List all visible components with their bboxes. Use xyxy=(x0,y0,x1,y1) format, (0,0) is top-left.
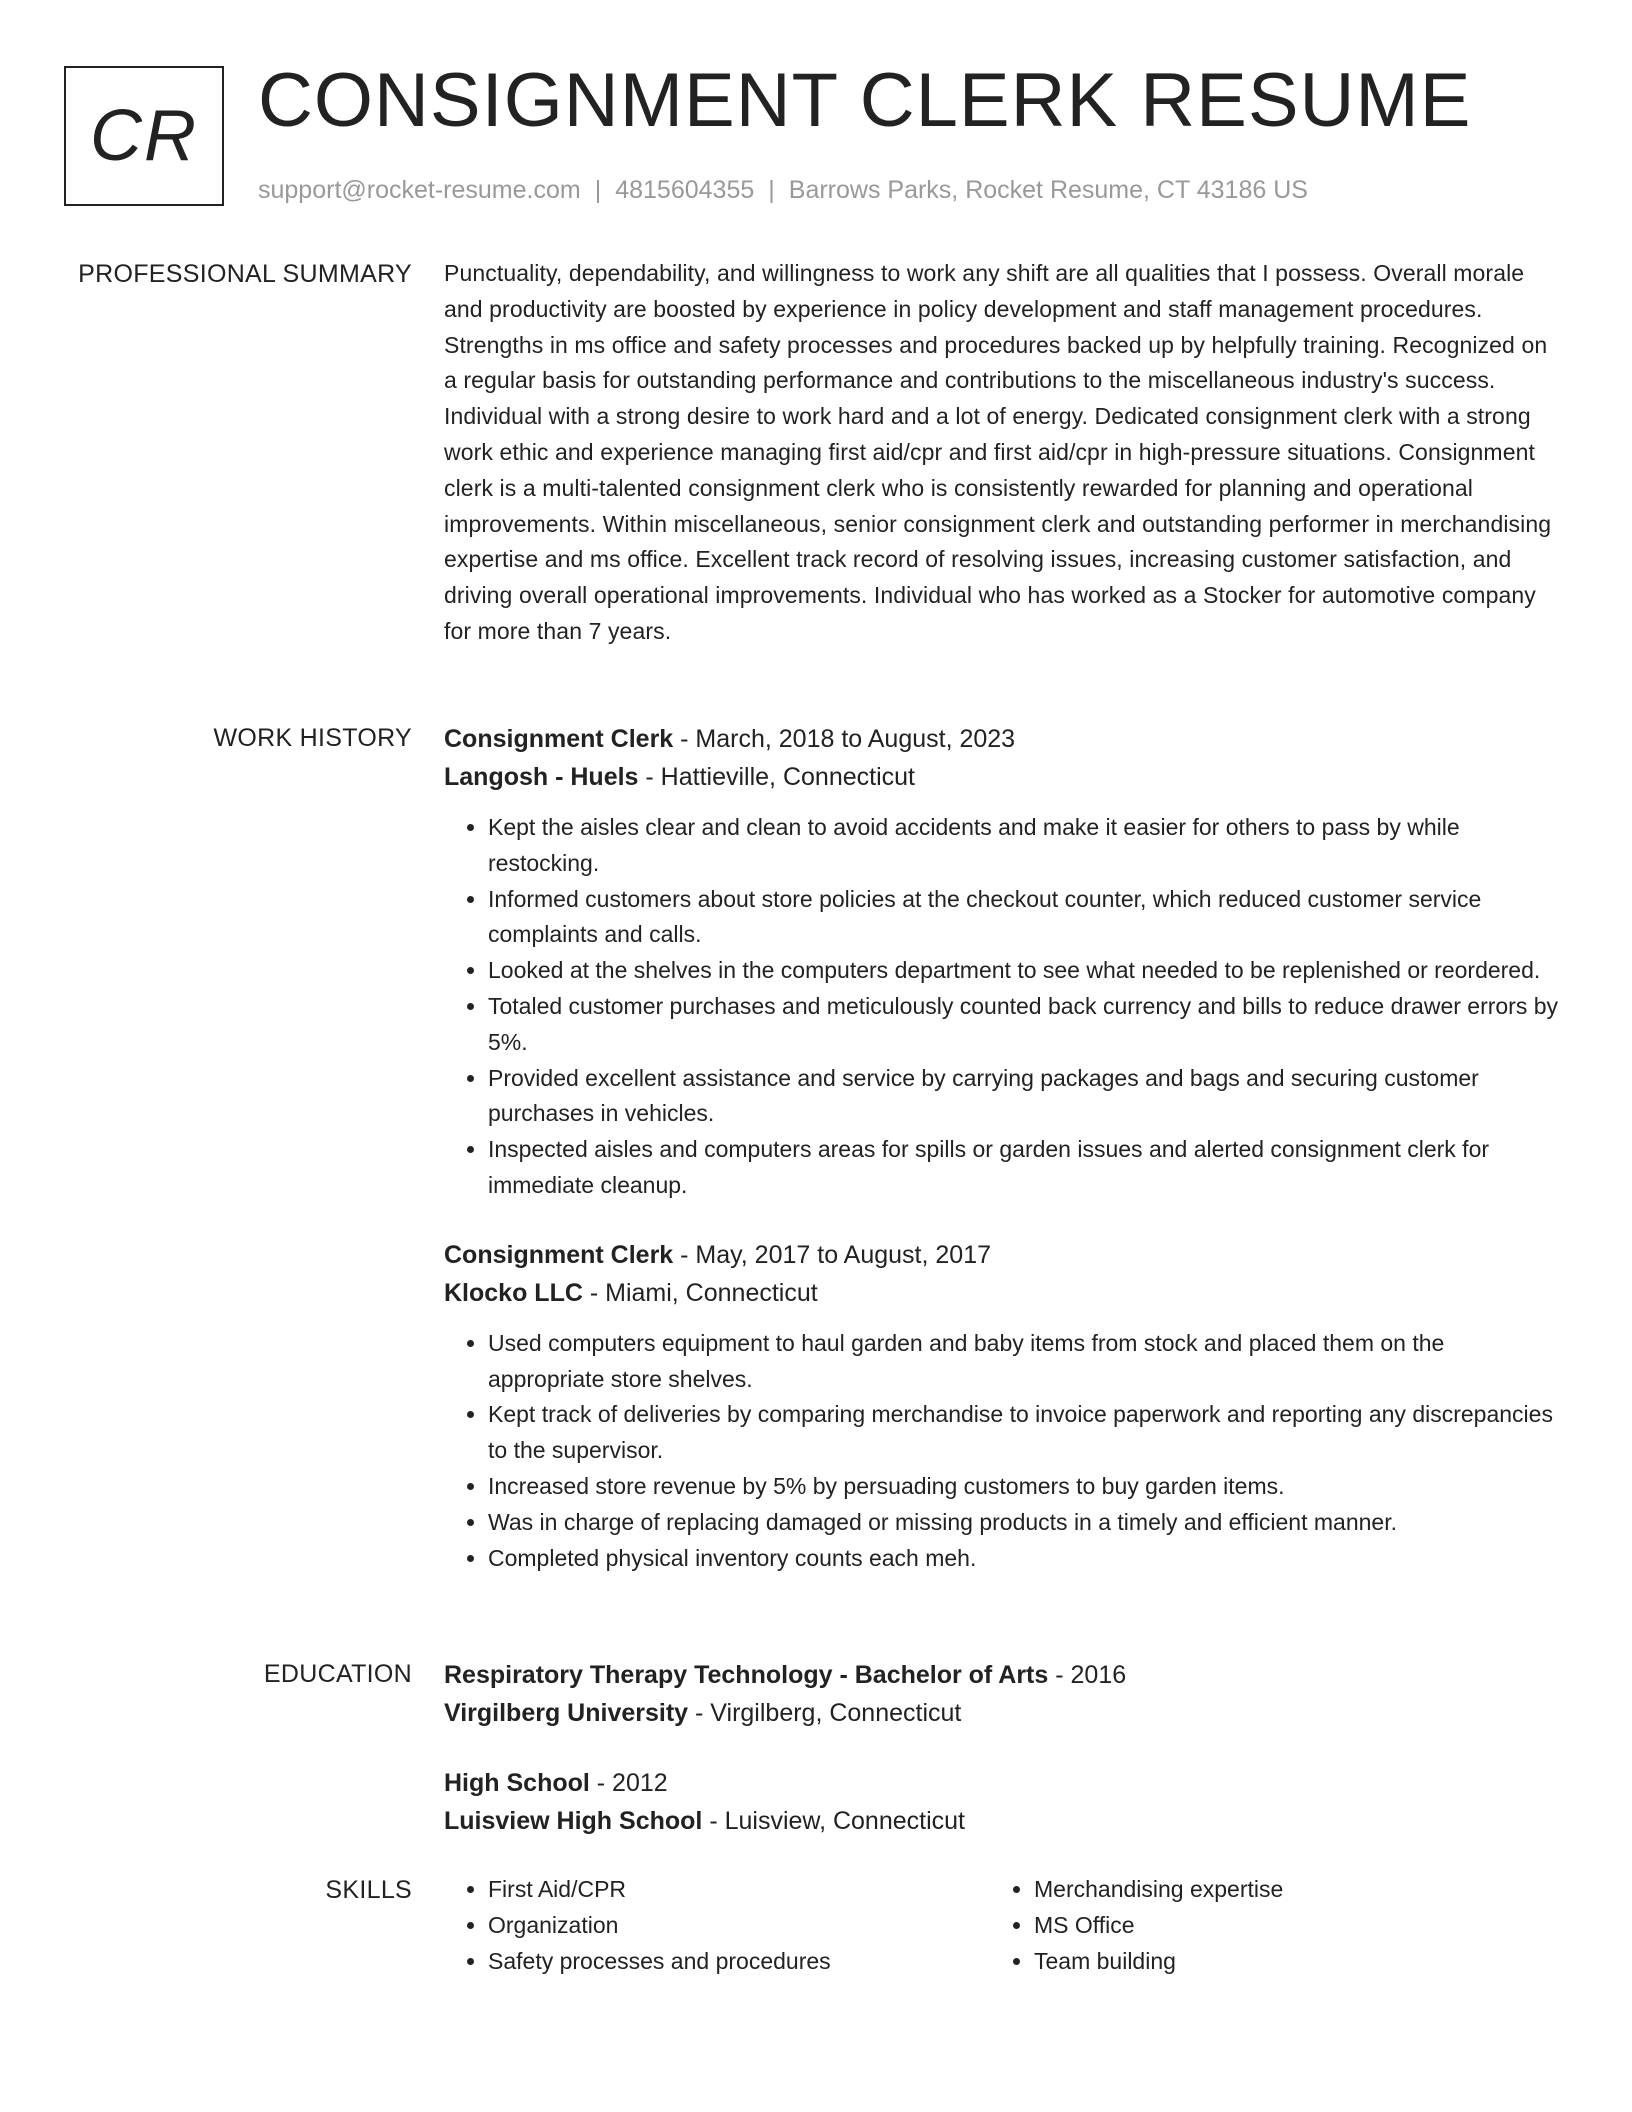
education-degree: Respiratory Therapy Technology - Bachelor of Arts xyxy=(444,1661,1049,1689)
education-school-line xyxy=(444,1694,1560,1732)
contact-line xyxy=(258,174,1308,206)
skills-list xyxy=(990,1872,1283,1979)
job-dates: - March, 2018 to August, 2023 xyxy=(673,725,1016,753)
job-company-line xyxy=(444,758,1560,796)
skill-item: • Team building xyxy=(1034,1944,1283,1980)
job-bullets xyxy=(444,810,1560,1204)
summary-heading: PROFESSIONAL SUMMARY xyxy=(78,260,412,288)
education-school-line xyxy=(444,1802,1560,1840)
job-title-line xyxy=(444,1236,1560,1274)
skill-item: • MS Office xyxy=(1034,1908,1283,1944)
job-dates: - May, 2017 to August, 2017 xyxy=(673,1240,992,1269)
contact-email[interactable]: support@rocket-resume.com xyxy=(258,176,581,204)
job-entry xyxy=(444,1236,1560,1577)
summary-text: Punctuality, dependability, and willingness to work any shift are all qualities that I possess. Overall morale and productivity are boosted by experience in policy development and staff management procedures. Strengths in ms office and safety processes and procedures backed up by helpfully training. Recognized on a regular basis for outstanding performance and contributions to the miscellaneous industry's success. Individual with a strong desire to work hard and a lot of energy. Dedicated consignment clerk with a strong work ethic and experience managing first aid/cpr and first aid/cpr in high-pressure situations. Consignment clerk is a multi-talented consignment clerk who is consistently rewarded for planning and operational improvements. Within miscellaneous, senior consignment clerk and outstanding performer in merchandising expertise and ms office. Excellent track record of resolving issues, increasing customer satisfaction, and driving overall operational improvements. Individual who has worked as a Stocker for automotive company for more than 7 years. xyxy=(444,260,1552,644)
monogram-logo: CR xyxy=(64,66,224,206)
job-bullet: • Completed physical inventory counts each meh. xyxy=(488,1541,1560,1577)
education-year: - 2012 xyxy=(589,1769,668,1797)
education-year: - 2016 xyxy=(1048,1661,1127,1689)
education-location: - Luisview, Connecticut xyxy=(702,1807,965,1835)
education-heading: EDUCATION xyxy=(263,1660,412,1688)
education-location: - Virgilberg, Connecticut xyxy=(688,1699,962,1727)
education-body xyxy=(444,1656,1560,1840)
job-company-line xyxy=(444,1274,1560,1312)
skills-list xyxy=(444,1872,831,1979)
skill-item: • Safety processes and procedures xyxy=(488,1944,831,1980)
skills-column-right xyxy=(990,1872,1283,1979)
job-bullets xyxy=(444,1326,1560,1577)
summary-body xyxy=(444,256,1560,650)
skills-heading: SKILLS xyxy=(325,1876,412,1904)
job-location: - Miami, Connecticut xyxy=(582,1278,818,1307)
job-title-line xyxy=(444,720,1560,758)
contact-phone[interactable]: 4815604355 xyxy=(615,176,755,204)
job-company: Klocko LLC xyxy=(444,1278,583,1307)
job-title: Consignment Clerk xyxy=(444,725,674,753)
contact-separator: | xyxy=(768,176,775,204)
skills-body xyxy=(444,1872,1560,1992)
skill-item: • First Aid/CPR xyxy=(488,1872,831,1908)
job-bullet: • Kept track of deliveries by comparing merchandise to invoice paperwork and reporting any discrepancies to the supervisor. xyxy=(488,1397,1560,1469)
work-history-body xyxy=(444,720,1560,1576)
education-entry xyxy=(444,1764,1560,1840)
skills-column-left xyxy=(444,1872,831,1979)
job-location: - Hattieville, Connecticut xyxy=(638,763,915,791)
job-bullet: • Inspected aisles and computers areas for spills or garden issues and alerted consignment clerk for immediate cleanup. xyxy=(488,1132,1560,1204)
job-company: Langosh - Huels xyxy=(444,763,639,791)
education-degree-line xyxy=(444,1764,1560,1802)
job-entry xyxy=(444,720,1560,1204)
education-degree: High School xyxy=(444,1769,590,1797)
job-bullet: • Increased store revenue by 5% by persuading customers to buy garden items. xyxy=(488,1469,1560,1505)
job-bullet: • Totaled customer purchases and meticulously counted back currency and bills to reduce drawer errors by 5%. xyxy=(488,989,1560,1061)
job-bullet: • Provided excellent assistance and service by carrying packages and bags and securing customer purchases in vehicles. xyxy=(488,1061,1560,1133)
education-school: Virgilberg University xyxy=(444,1699,689,1727)
job-bullet: • Informed customers about store policies at the checkout counter, which reduced customer service complaints and calls. xyxy=(488,882,1560,954)
job-bullet: • Was in charge of replacing damaged or missing products in a timely and efficient manner. xyxy=(488,1505,1560,1541)
education-school: Luisview High School xyxy=(444,1807,703,1835)
job-title: Consignment Clerk xyxy=(444,1240,674,1269)
education-degree-line xyxy=(444,1656,1560,1694)
skill-item: • Organization xyxy=(488,1908,831,1944)
contact-address: Barrows Parks, Rocket Resume, CT 43186 US xyxy=(788,176,1308,204)
education-entry xyxy=(444,1656,1560,1732)
skill-item: • Merchandising expertise xyxy=(1034,1872,1283,1908)
contact-separator: | xyxy=(594,176,602,204)
job-bullet: • Kept the aisles clear and clean to avoid accidents and make it easier for others to pass by while restocking. xyxy=(488,810,1560,882)
work-history-heading: WORK HISTORY xyxy=(213,724,412,752)
resume-title: CONSIGNMENT CLERK RESUME xyxy=(258,58,1472,143)
job-bullet: • Used computers equipment to haul garden and baby items from stock and placed them on the appropriate store shelves. xyxy=(488,1326,1560,1398)
job-bullet: • Looked at the shelves in the computers department to see what needed to be replenished or reordered. xyxy=(488,953,1560,989)
